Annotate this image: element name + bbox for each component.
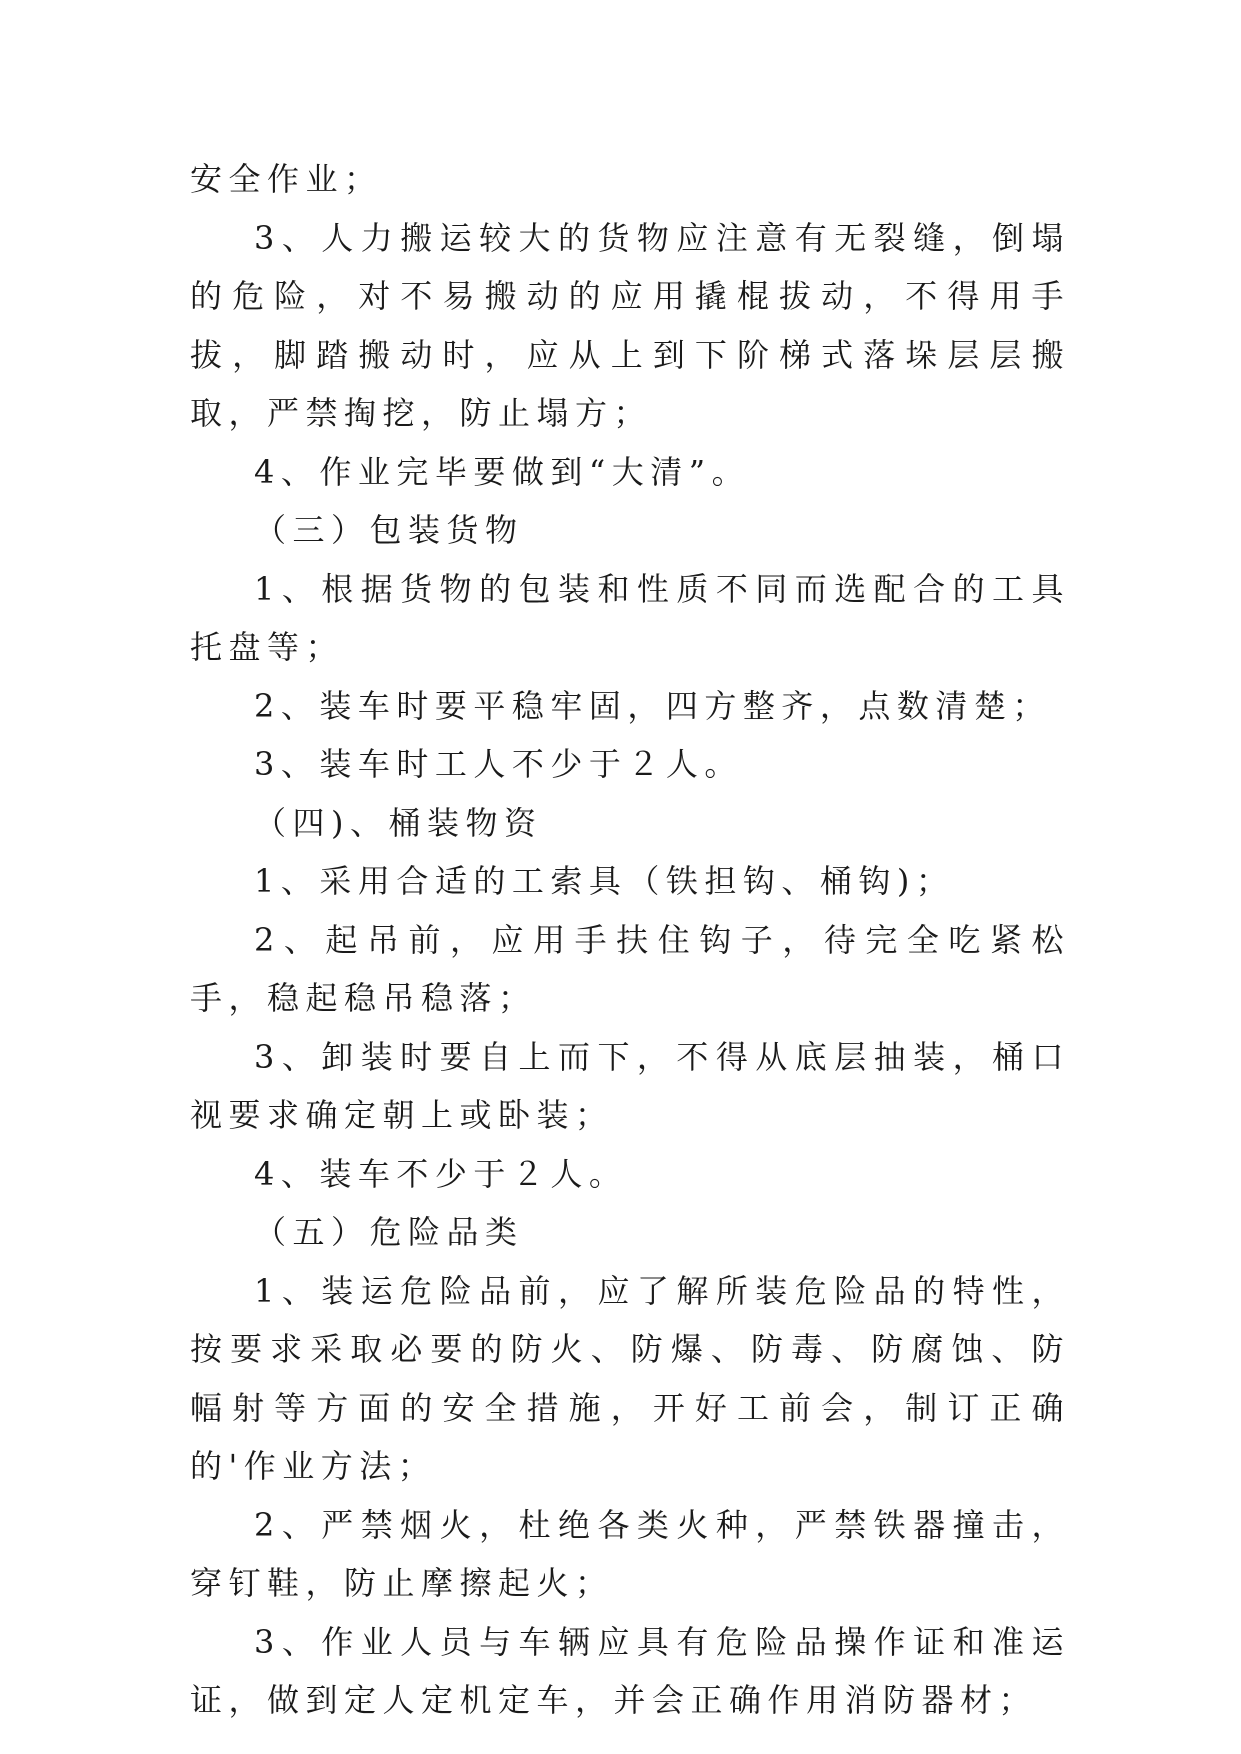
section-heading-packaged-goods: （三）包装货物 [254,511,524,549]
section-heading-dangerous-goods: （五）危险品类 [254,1213,524,1251]
paragraph-item-4-cleanup: 4、作业完毕要做到“大清”。 [254,452,751,491]
section-heading-barrel-goods: （四)、桶装物资 [254,803,543,842]
paragraph-item-3-certification: 3、作业人员与车辆应具有危险品操作证和准运证，做到定人定机定车，并会正确作用消防器材； [190,1622,1070,1719]
paragraph-item-1-tools: 1、根据货物的包装和性质不同而选配合的工具托盘等； [190,569,1070,666]
paragraph-item-1-rigging: 1、采用合适的工索具（铁担钩、桶钩)； [254,862,955,900]
paragraph-item-4-workers: 4、装车不少于２人。 [254,1154,628,1193]
document-body [190,150,1070,1730]
paragraph-item-3-unloading: 3、卸装时要自上而下，不得从底层抽装，桶口视要求确定朝上或卧装； [190,1037,1070,1134]
paragraph-item-1-precautions: 1、装运危险品前，应了解所装危险品的特性，按要求采取必要的防火、防爆、防毒、防腐蚀、防幅射等方面的安全措施，开好工前会，制订正确的'作业方法； [190,1271,1070,1485]
paragraph-continuation: 安全作业； [190,160,383,198]
paragraph-item-2-no-fire: 2、严禁烟火，杜绝各类火种，严禁铁器撞击，穿钉鞋，防止摩擦起火； [190,1505,1070,1602]
paragraph-item-2-loading: 2、装车时要平稳牢固，四方整齐，点数清楚； [254,686,1051,725]
paragraph-item-3-manual-handling: 3、人力搬运较大的货物应注意有无裂缝，倒塌的危险，对不易搬动的应用撬棍拔动，不得用手拔，脚踏搬动时，应从上到下阶梯式落垛层层搬取，严禁掏挖，防止塌方； [190,218,1070,432]
paragraph-item-3-workers: 3、装车时工人不少于２人。 [254,745,743,783]
paragraph-item-2-lifting: 2、起吊前，应用手扶住钩子，待完全吃紧松手，稳起稳吊稳落； [190,920,1070,1017]
